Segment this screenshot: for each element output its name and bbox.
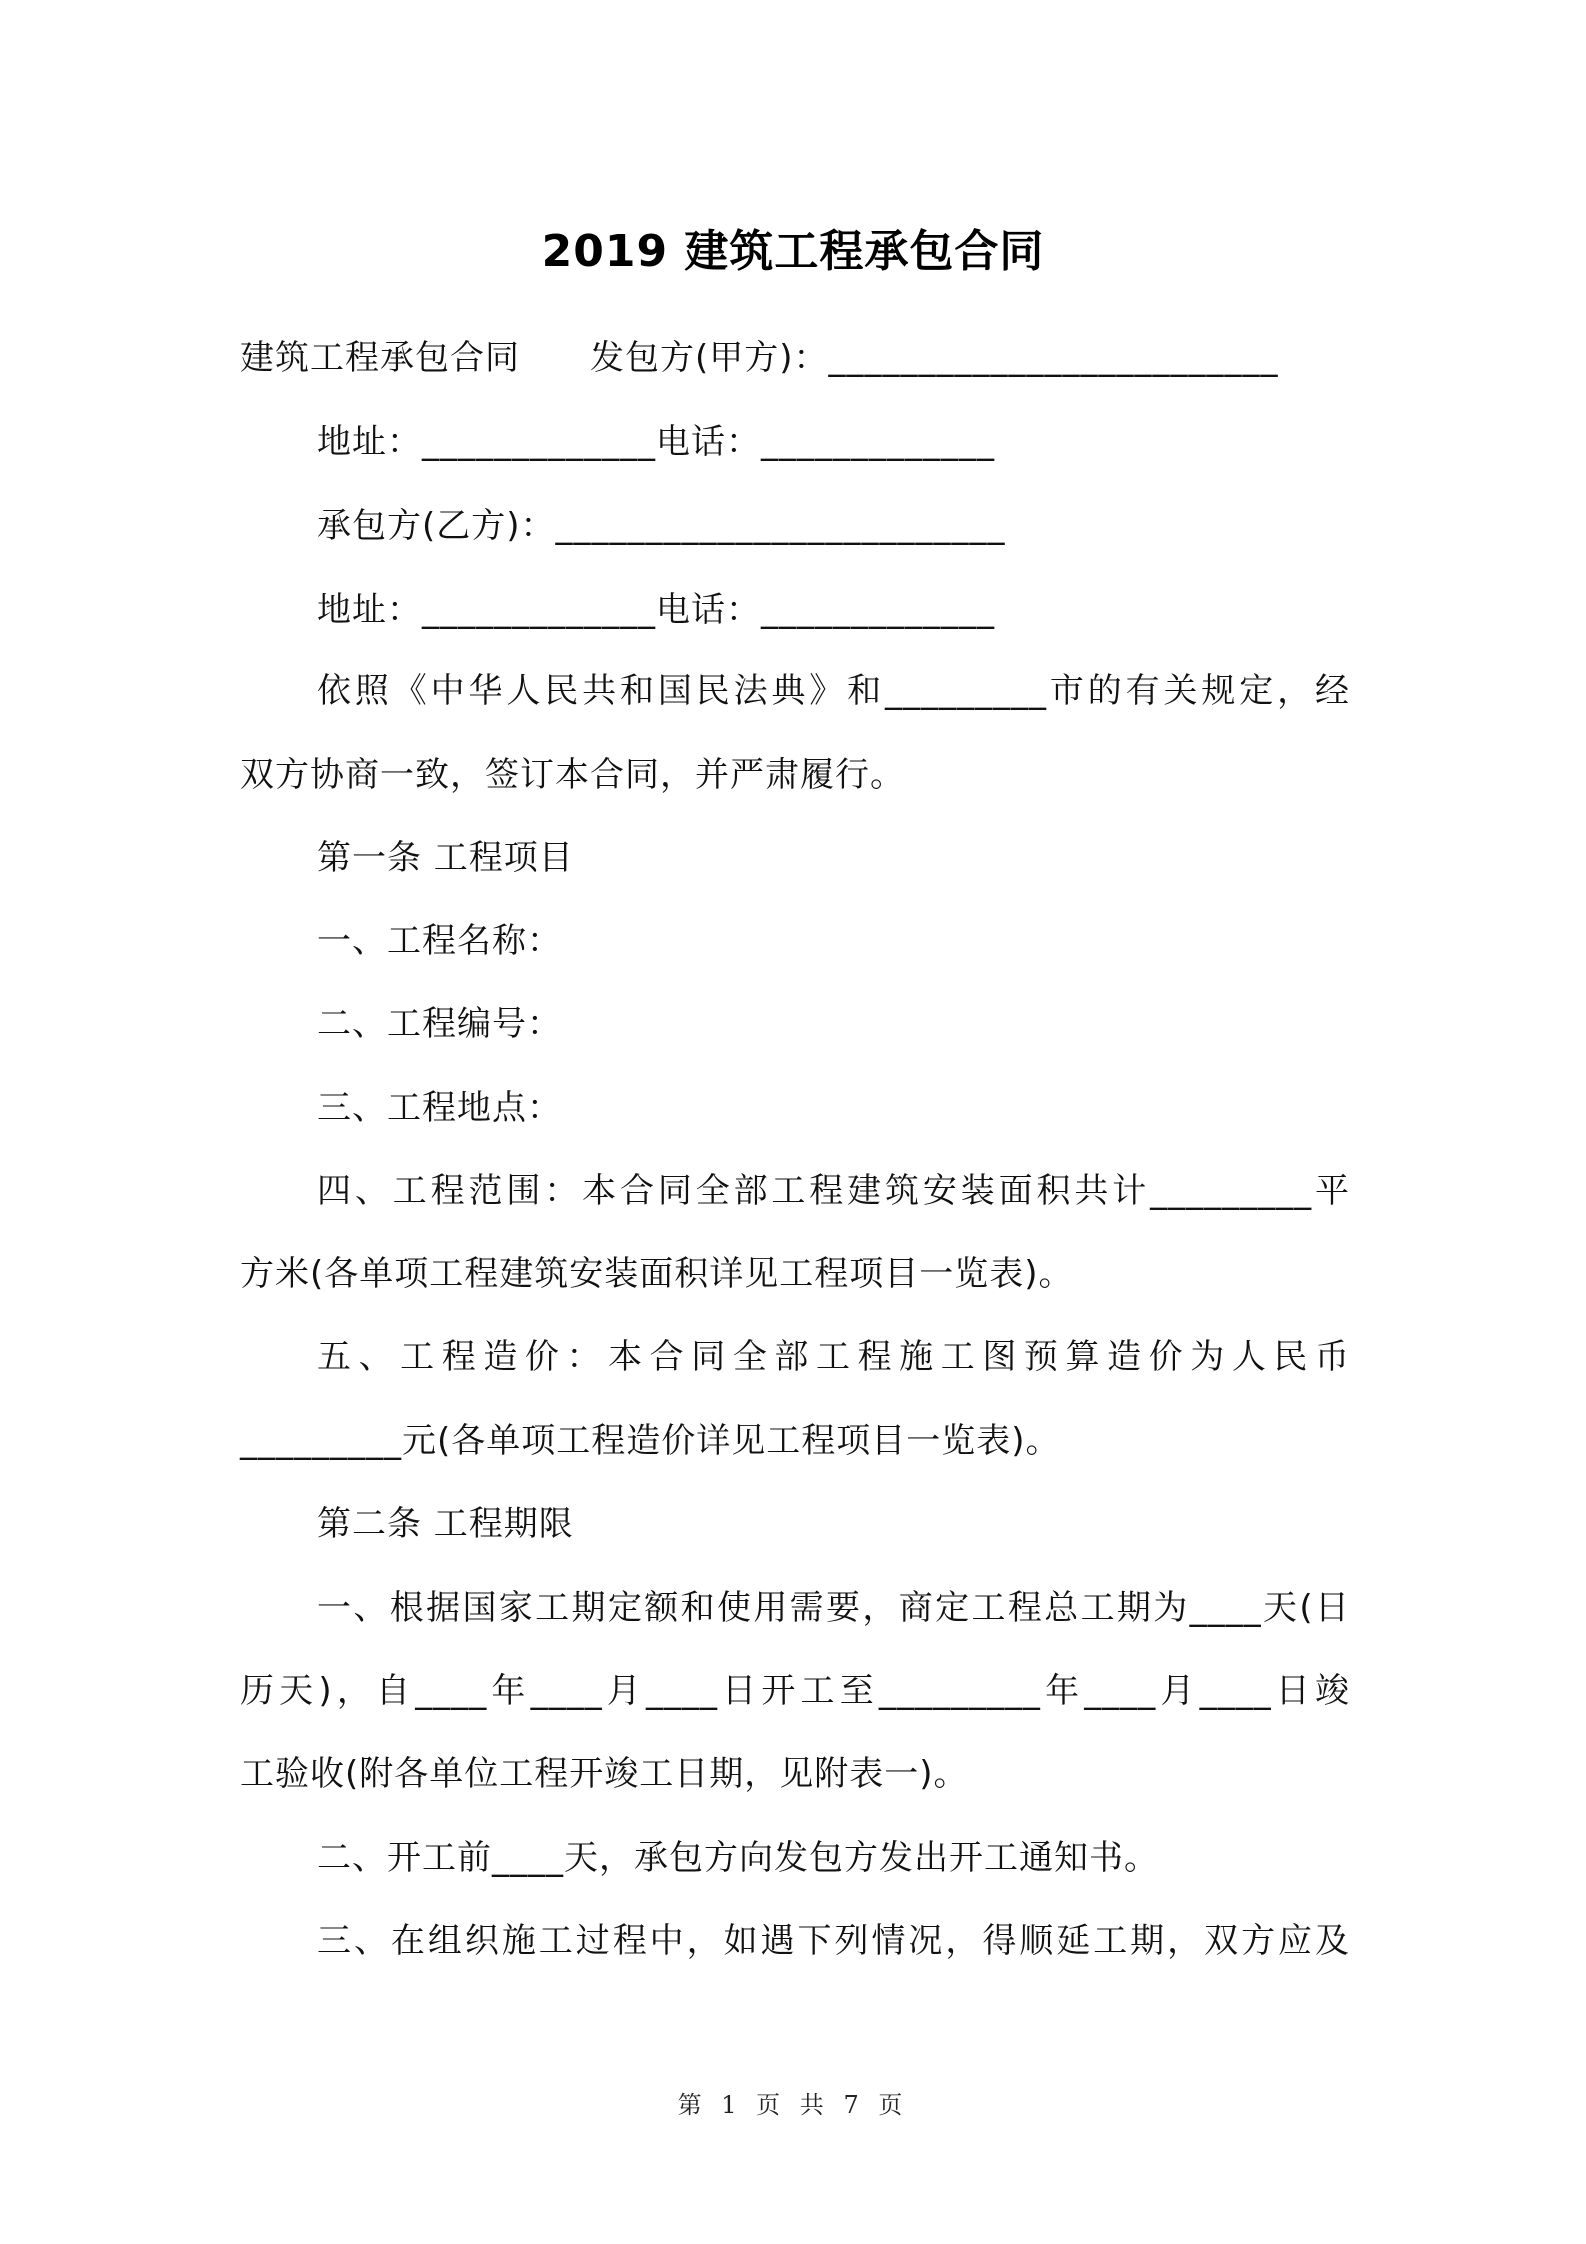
project-name-item: 一、工程名称： [317, 921, 562, 961]
term-3-line-1: 三、在组织施工过程中，如遇下列情况，得顺延工期，双方应及 [317, 1921, 1350, 1961]
party-a-line: 发包方(甲方)：_________________________ [590, 338, 1279, 378]
document-title: 2019 建筑工程承包合同 [541, 226, 1045, 277]
term-2: 二、开工前____天，承包方向发包方发出开工通知书。 [317, 1838, 1159, 1878]
project-location-item: 三、工程地点： [317, 1088, 562, 1128]
header-line [240, 334, 1350, 382]
term-1-line-3: 工验收(附各单位工程开竣工日期，见附表一)。 [240, 1754, 969, 1794]
project-number-item: 二、工程编号： [317, 1004, 562, 1044]
intro-paragraph-line-2: 双方协商一致，签订本合同，并严肃履行。 [240, 755, 905, 795]
project-scope-line-2: 方米(各单项工程建筑安装面积详见工程项目一览表)。 [240, 1254, 1074, 1294]
page-indicator: 第 1 页 共 7 页 [677, 2091, 909, 2119]
party-b-address-line: 地址：_____________电话：_____________ [317, 590, 995, 630]
party-a-address-line: 地址：_____________电话：_____________ [317, 422, 995, 462]
project-cost-line-2: _________元(各单项工程造价详见工程项目一览表)。 [240, 1421, 1061, 1461]
contract-label: 建筑工程承包合同 [240, 338, 520, 378]
intro-paragraph-line-1: 依照《中华人民共和国民法典》和_________市的有关规定，经 [317, 671, 1350, 711]
article-2-heading: 第二条 工程期限 [317, 1504, 574, 1544]
article-1-heading: 第一条 工程项目 [317, 838, 574, 878]
term-1-line-2: 历天)，自____年____月____日开工至_________年____月____日竣 [240, 1671, 1350, 1711]
project-scope-line-1: 四、工程范围：本合同全部工程建筑安装面积共计_________平 [317, 1171, 1350, 1211]
term-1-line-1: 一、根据国家工期定额和使用需要，商定工程总工期为____天(日 [317, 1588, 1350, 1628]
party-b-line: 承包方(乙方)：_________________________ [317, 506, 1006, 546]
project-cost-line-1: 五、工程造价：本合同全部工程施工图预算造价为人民币 [317, 1337, 1350, 1377]
